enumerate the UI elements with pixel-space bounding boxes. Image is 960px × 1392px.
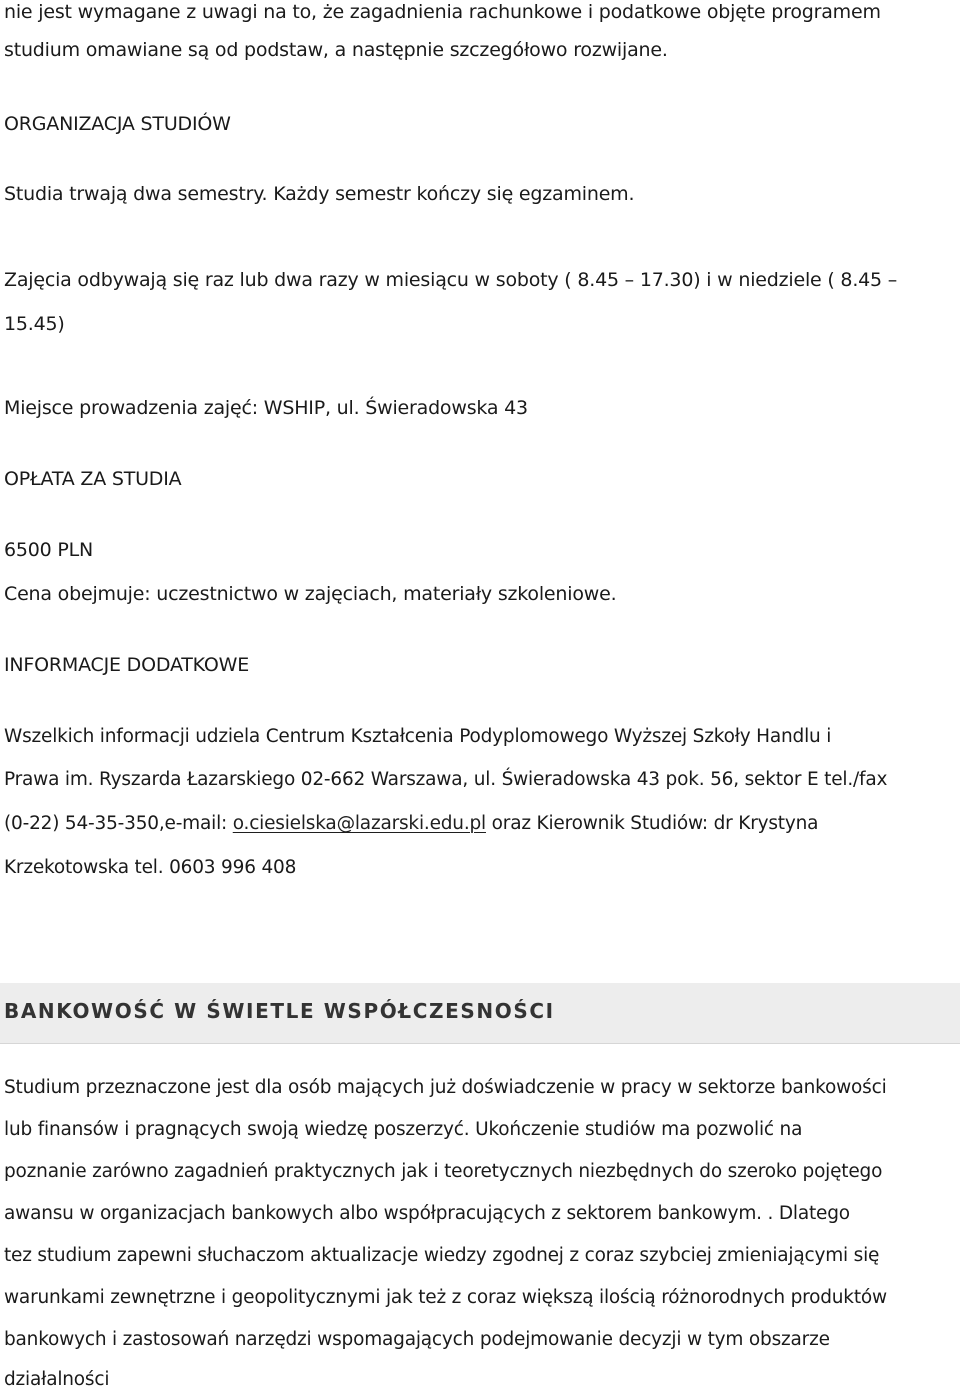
bank-line-7: bankowych i zastosowań narzędzi wspomagających podejmowanie decyzji w tym obszarze — [4, 1329, 830, 1350]
bank-line-3: poznanie zarówno zagadnień praktycznych jak i teoretycznych niezbędnych do szeroko pojętego — [4, 1161, 883, 1182]
heading-informacje: INFORMACJE DODATKOWE — [4, 654, 250, 676]
intro-line-1: nie jest wymagane z uwagi na to, że zagadnienia rachunkowe i podatkowe objęte programem — [4, 1, 881, 23]
heading-oplata: OPŁATA ZA STUDIA — [4, 468, 182, 490]
info-line-3-start: (0-22) 54-35-350,e-mail: — [4, 813, 233, 834]
email-link[interactable]: o.ciesielska@lazarski.edu.pl — [232, 813, 486, 834]
bank-line-2: lub finansów i pragnących swoją wiedzę poszerzyć. Ukończenie studiów ma pozwolić na — [4, 1119, 803, 1140]
bank-line-1: Studium przeznaczone jest dla osób mających już doświadczenie w pracy w sektorze bankowości — [4, 1077, 887, 1098]
bank-line-5: tez studium zapewni słuchaczom aktualizacje wiedzy zgodnej z coraz szybciej zmieniającymi się — [4, 1245, 880, 1266]
intro-line-2: studium omawiane są od podstaw, a następnie szczegółowo rozwijane. — [4, 39, 668, 61]
info-line-4: Krzekotowska tel. 0603 996 408 — [4, 857, 297, 878]
schedule-line-2: 15.45) — [4, 313, 65, 335]
info-line-3 — [4, 812, 818, 836]
bank-line-8: działalności — [4, 1369, 110, 1390]
heading-organizacja: ORGANIZACJA STUDIÓW — [4, 113, 231, 135]
bank-line-6: warunkami zewnętrzne i geopolitycznymi jak też z coraz większą ilością różnorodnych produktów — [4, 1287, 887, 1308]
semesters-text: Studia trwają dwa semestry. Każdy semestr kończy się egzaminem. — [4, 183, 635, 205]
price-includes: Cena obejmuje: uczestnictwo w zajęciach, materiały szkoleniowe. — [4, 583, 617, 605]
location-text: Miejsce prowadzenia zajęć: WSHIP, ul. Świeradowska 43 — [4, 397, 528, 419]
schedule-line-1: Zajęcia odbywają się raz lub dwa razy w miesiącu w soboty ( 8.45 – 17.30) i w niedziele ( 8.45 – — [4, 269, 898, 291]
price-text: 6500 PLN — [4, 539, 94, 561]
info-line-2: Prawa im. Ryszarda Łazarskiego 02-662 Warszawa, ul. Świeradowska 43 pok. 56, sektor E tel./fax — [4, 769, 888, 790]
heading-bankowosc: BANKOWOŚĆ W ŚWIETLE WSPÓŁCZESNOŚCI — [4, 999, 555, 1023]
info-line-1: Wszelkich informacji udziela Centrum Kształcenia Podyplomowego Wyższej Szkoły Handlu i — [4, 726, 832, 747]
info-line-3-end: oraz Kierownik Studiów: dr Krystyna — [485, 813, 819, 834]
bank-line-4: awansu w organizacjach bankowych albo współpracujących z sektorem bankowym. . Dlatego — [4, 1203, 850, 1224]
section-heading-band — [0, 983, 960, 1044]
